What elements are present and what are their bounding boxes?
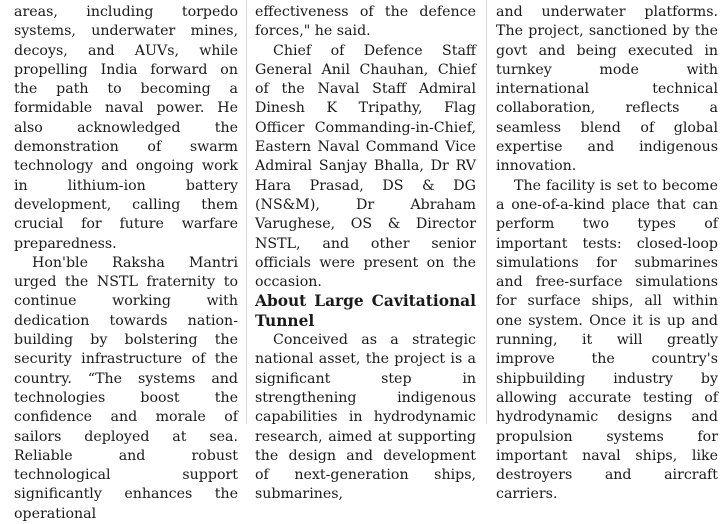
- column-1-paragraph-2: Hon'ble Raksha Mantri urged the NSTL fraternity to continue working with dedication towards nation-building by bolstering the security infrastructure of the country. “The systems and technologies boost the confidence and morale of sailors deployed at sea. Reliable and robust technological support significantly enhances the operational: [14, 254, 238, 522]
- section-heading: About Large Cavitational Tunnel: [255, 292, 476, 330]
- column-3-paragraph-1: and underwater platforms. The project, sanctioned by the govt and being executed in turnkey mode with international technical collaboration, reflects a seamless blend of global expertise and indigenous innovation.: [496, 4, 718, 175]
- column-divider-1: [246, 0, 247, 424]
- column-2-paragraph-1: effectiveness of the defence forces," he said.: [255, 4, 476, 40]
- article-column-2: [255, 3, 476, 505]
- column-2-paragraph-3: Conceived as a strategic national asset, the project is a significant step in strengthening indigenous capabilities in hydrodynamic research, aimed at supporting the design and development of next-generation ships, submarines,: [255, 332, 476, 503]
- column-2-paragraph-2: Chief of Defence Staff General Anil Chauhan, Chief of the Naval Staff Admiral Dinesh K Tripathy, Flag Officer Commanding-in-Chief, Eastern Naval Command Vice Admiral Sanjay Bhalla, Dr RV Hara Prasad, DS & DG (NS&M), Dr Abraham Varughese, OS & Director NSTL, and other senior officials were present on the occasion.: [255, 42, 476, 291]
- column-1-paragraph-1: areas, including torpedo systems, underwater mines, decoys, and AUVs, while propelling India forward on the path to becoming a formidable naval power. He also acknowledged the demonstration of swarm technology and ongoing work in lithium-ion battery development, calling them crucial for future warfare preparedness.: [14, 4, 238, 252]
- column-divider-2: [486, 0, 487, 424]
- article-column-1: [14, 3, 238, 524]
- column-3-paragraph-2: The facility is set to become a one-of-a-kind place that can perform two types of important tests: closed-loop simulations for submarines and free-surface simulations for surface ships, all within one system. Once it is up and running, it will greatly improve the country's shipbuilding industry by allowing accurate testing of hydrodynamic designs and propulsion systems for important naval ships, like destroyers and aircraft carriers.: [496, 177, 718, 503]
- article-column-3: [496, 3, 718, 505]
